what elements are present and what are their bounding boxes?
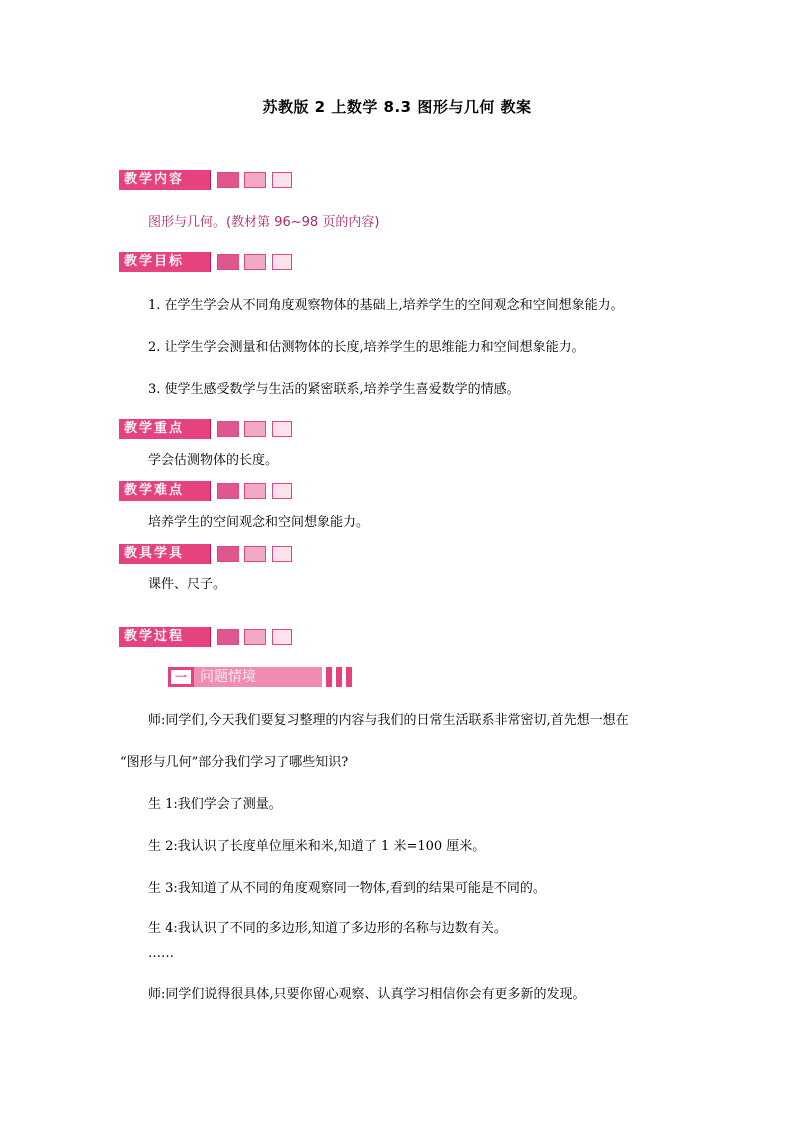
decor-square [217,172,239,188]
decor-square [244,172,266,188]
section-label: 教学内容 [119,170,211,190]
decor-bar [346,667,352,687]
process-line: “图形与几何”部分我们学习了哪些知识? [120,755,349,770]
decor-square [272,546,292,562]
section-label: 教学目标 [119,252,211,272]
decor-square [244,421,266,437]
decor-square [272,483,292,499]
process-line: 师:同学们,今天我们要复习整理的内容与我们的日常生活联系非常密切,首先想一想在 [148,713,629,728]
process-ellipsis: …… [148,946,174,961]
content-text: 图形与几何。(教材第 96~98 页的内容) [148,215,380,230]
decor-square [244,483,266,499]
difficulty-text: 培养学生的空间观念和空间想象能力。 [148,515,370,530]
decor-square [244,546,266,562]
document-title: 苏教版 2 上数学 8.3 图形与几何 教案 [262,98,532,116]
key-text: 学会估测物体的长度。 [148,453,279,468]
process-line: 师:同学们说得很具体,只要你留心观察、认真学习相信你会有更多新的发现。 [148,987,586,1002]
decor-square [272,421,292,437]
decor-bar [326,667,332,687]
section-label: 教具学具 [119,544,211,564]
section-label: 教学重点 [119,419,211,439]
decor-square [272,172,292,188]
goal-item: 1. 在学生学会从不同角度观察物体的基础上,培养学生的空间观念和空间想象能力。 [148,298,624,313]
goal-item: 2. 让学生学会测量和估测物体的长度,培养学生的思维能力和空间想象能力。 [148,340,585,355]
section-label: 教学难点 [119,481,211,501]
process-line: 生 2:我认识了长度单位厘米和米,知道了 1 米=100 厘米。 [148,839,486,854]
goal-item: 3. 使学生感受数学与生活的紧密联系,培养学生喜爱数学的情感。 [148,382,520,397]
decor-square [272,629,292,645]
subsection-header [168,667,354,687]
decor-bar [336,667,342,687]
decor-square [217,629,239,645]
section-label: 教学过程 [119,627,211,647]
decor-square [217,421,239,437]
decor-square [272,254,292,270]
tools-text: 课件、尺子。 [148,577,227,592]
process-line: 生 4:我认识了不同的多边形,知道了多边形的名称与边数有关。 [148,921,507,936]
decor-square [244,629,266,645]
process-line: 生 1:我们学会了测量。 [148,797,282,812]
process-line: 生 3:我知道了从不同的角度观察同一物体,看到的结果可能是不同的。 [148,881,546,896]
subsection-number: 一 [171,670,191,684]
subsection-number-box [168,667,194,687]
decor-square [217,254,239,270]
decor-square [244,254,266,270]
decor-square [217,546,239,562]
subsection-title: 问题情境 [194,667,322,687]
decor-square [217,483,239,499]
